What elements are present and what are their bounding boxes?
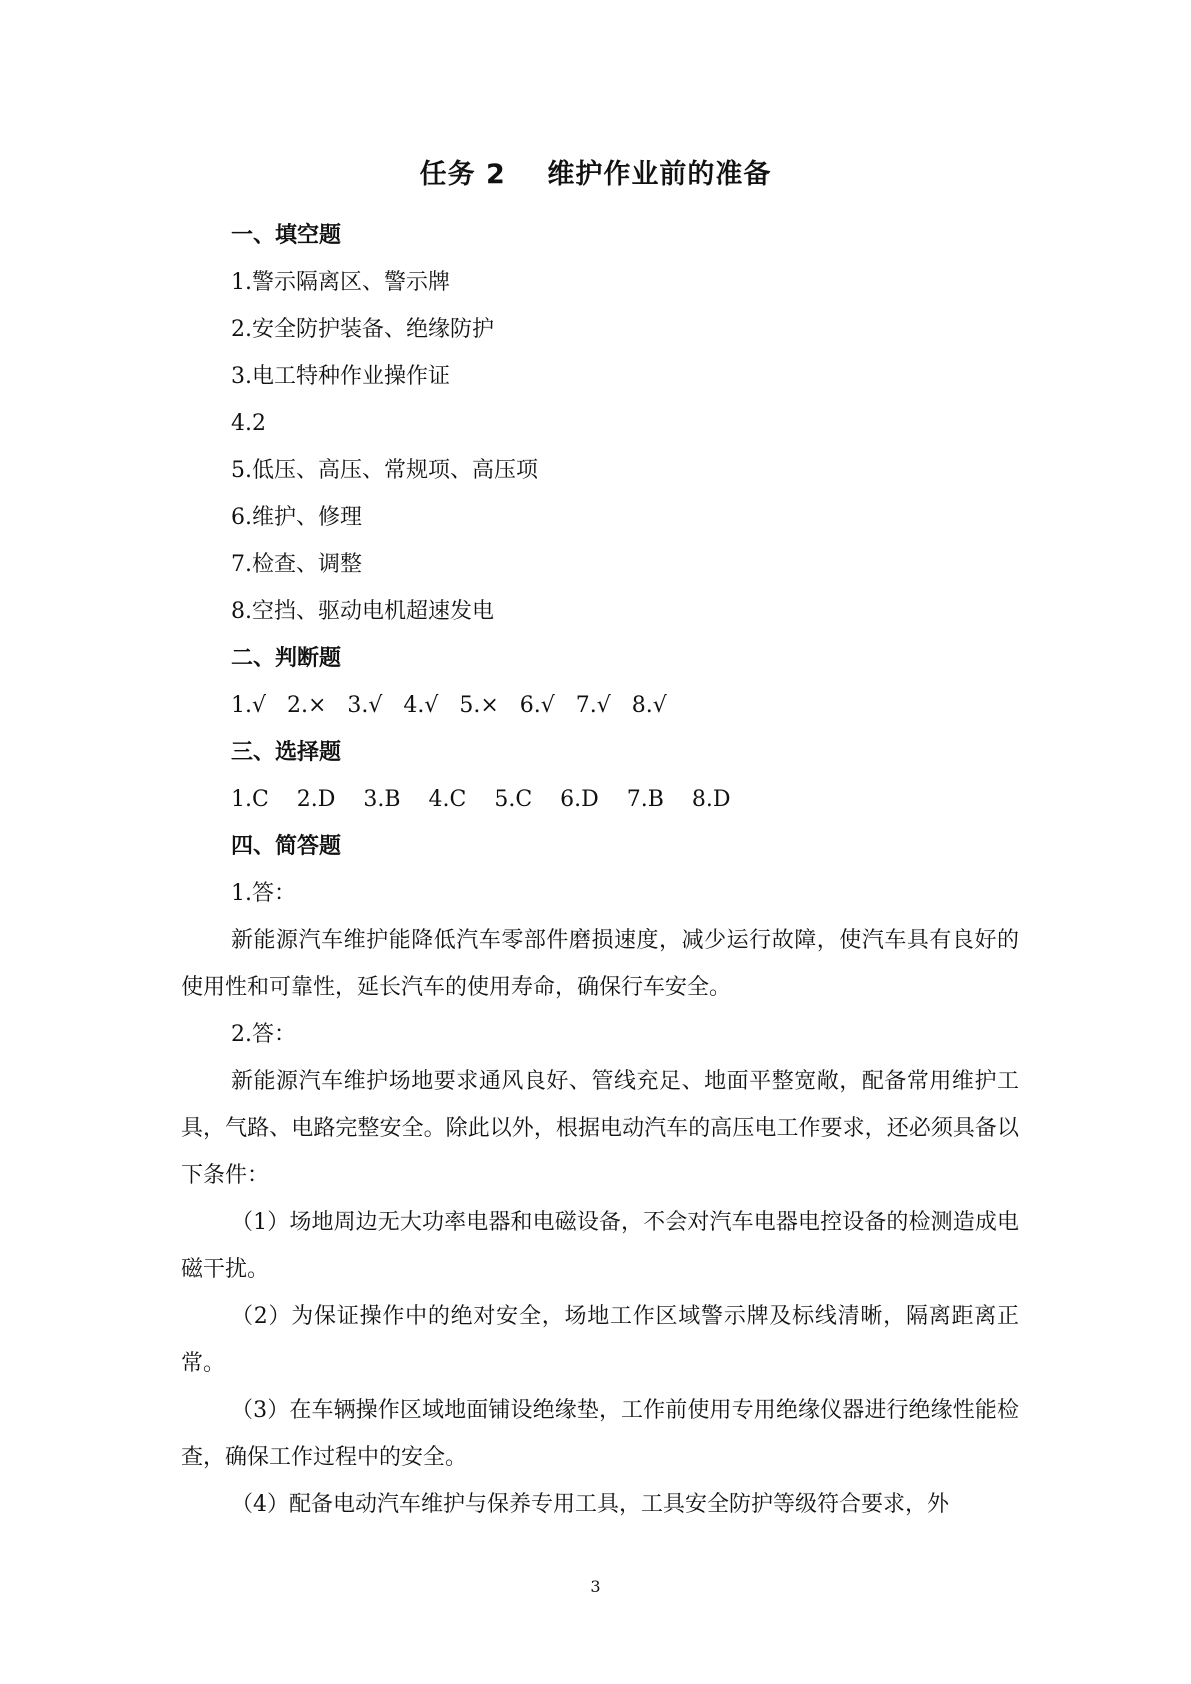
- fill-blank-item-2: 2.安全防护装备、绝缘防护: [231, 317, 494, 342]
- fill-blank-item-3: 3.电工特种作业操作证: [231, 364, 450, 389]
- short-answer-q1-label: 1.答：: [231, 881, 296, 906]
- document-body: [181, 212, 1019, 1528]
- fill-blank-item-7: 7.检查、调整: [231, 552, 362, 577]
- condition-item-2: （2）为保证操作中的绝对安全，场地工作区域警示牌及标线清晰，隔离距离正常。: [181, 1304, 1019, 1376]
- short-answer-q2-paragraph: 新能源汽车维护场地要求通风良好、管线充足、地面平整宽敞，配备常用维护工具，气路、电路完整安全。除此以外，根据电动汽车的高压电工作要求，还必须具备以下条件：: [181, 1069, 1019, 1188]
- fill-blank-item-1: 1.警示隔离区、警示牌: [231, 270, 450, 295]
- judgment-answers: 1.√ 2.× 3.√ 4.√ 5.× 6.√ 7.√ 8.√: [231, 693, 667, 718]
- fill-blank-item-4: 4.2: [231, 411, 266, 436]
- section-heading-fill-blank: 一、填空题: [231, 223, 342, 248]
- choice-answers: 1.C 2.D 3.B 4.C 5.C 6.D 7.B 8.D: [231, 787, 731, 812]
- short-answer-q2-label: 2.答：: [231, 1022, 296, 1047]
- condition-item-3: （3）在车辆操作区域地面铺设绝缘垫，工作前使用专用绝缘仪器进行绝缘性能检查，确保工作过程中的安全。: [181, 1398, 1019, 1470]
- fill-blank-item-8: 8.空挡、驱动电机超速发电: [231, 599, 494, 624]
- fill-blank-item-6: 6.维护、修理: [231, 505, 362, 530]
- fill-blank-item-5: 5.低压、高压、常规项、高压项: [231, 458, 538, 483]
- section-heading-judgment: 二、判断题: [231, 646, 342, 671]
- condition-item-4: （4）配备电动汽车维护与保养专用工具，工具安全防护等级符合要求，外: [231, 1492, 949, 1517]
- section-heading-short-answer: 四、简答题: [231, 834, 342, 859]
- condition-item-1: （1）场地周边无大功率电器和电磁设备，不会对汽车电器电控设备的检测造成电磁干扰。: [181, 1210, 1019, 1282]
- section-heading-choice: 三、选择题: [231, 740, 342, 765]
- short-answer-q1-paragraph: 新能源汽车维护能降低汽车零部件磨损速度，减少运行故障，使汽车具有良好的使用性和可靠性，延长汽车的使用寿命，确保行车安全。: [181, 928, 1019, 1000]
- page-title: 任务 2 维护作业前的准备: [419, 159, 772, 190]
- page-number: 3: [590, 1577, 601, 1596]
